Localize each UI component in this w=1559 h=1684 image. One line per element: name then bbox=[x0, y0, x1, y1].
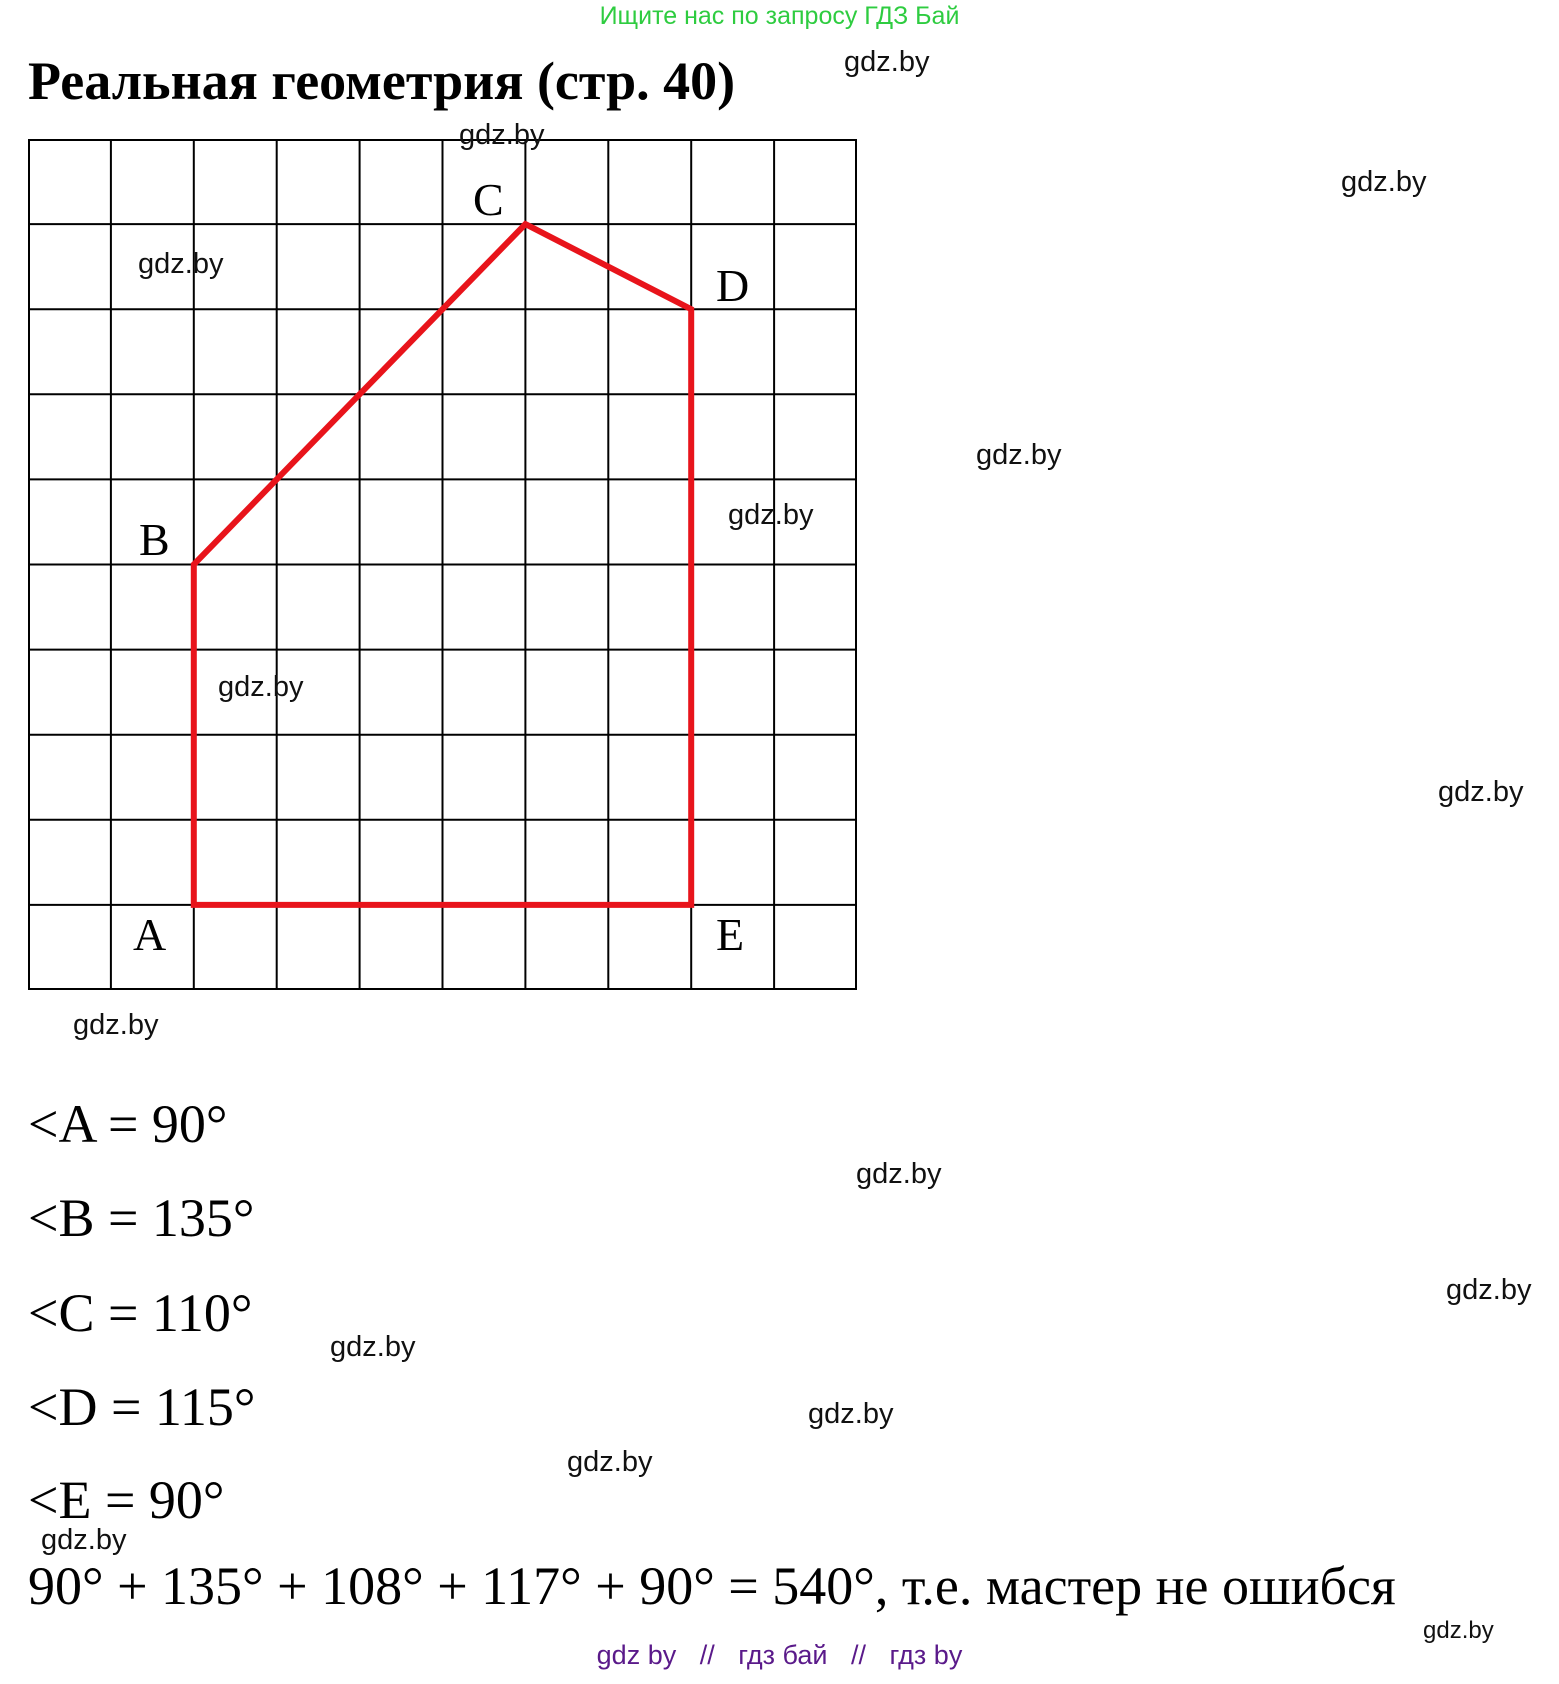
watermark: gdz.by bbox=[844, 46, 930, 78]
watermark: gdz.by bbox=[1446, 1274, 1532, 1306]
watermark: gdz.by bbox=[330, 1331, 416, 1363]
angle-a: <A = 90° bbox=[28, 1094, 228, 1154]
footer-separator: // bbox=[699, 1640, 715, 1670]
watermark: gdz.by bbox=[41, 1524, 127, 1556]
watermark: gdz.by bbox=[808, 1398, 894, 1430]
point-label-d: D bbox=[716, 260, 750, 311]
footer-link-gdz-bai[interactable]: гдз бай bbox=[738, 1640, 828, 1670]
watermark: gdz.by bbox=[1438, 776, 1524, 808]
watermark: gdz.by bbox=[976, 439, 1062, 471]
footer-link-gdz-by[interactable]: gdz by bbox=[596, 1640, 677, 1670]
watermark: gdz.by bbox=[1423, 1617, 1494, 1644]
sum-line: 90° + 135° + 108° + 117° + 90° = 540°, т.е. мастер не ошибся bbox=[28, 1556, 1396, 1616]
watermark: gdz.by bbox=[73, 1009, 159, 1041]
watermark: gdz.by bbox=[459, 119, 545, 151]
point-label-a: A bbox=[133, 909, 167, 960]
watermark: gdz.by bbox=[567, 1446, 653, 1478]
page-title: Реальная геометрия (стр. 40) bbox=[28, 51, 736, 111]
top-banner[interactable]: Ищите нас по запросу ГДЗ Бай bbox=[599, 2, 960, 30]
watermark: gdz.by bbox=[218, 671, 304, 703]
angle-d: <D = 115° bbox=[28, 1377, 256, 1437]
point-label-e: E bbox=[716, 909, 745, 960]
watermark: gdz.by bbox=[1341, 166, 1427, 198]
point-label-b: B bbox=[139, 514, 170, 565]
footer-links bbox=[0, 1640, 1559, 1671]
watermark: gdz.by bbox=[138, 248, 224, 280]
footer-link-gdz-by-cyr[interactable]: гдз by bbox=[889, 1640, 963, 1670]
angle-e: <E = 90° bbox=[28, 1470, 225, 1530]
angle-c: <C = 110° bbox=[28, 1283, 253, 1343]
angle-b: <B = 135° bbox=[28, 1188, 255, 1248]
watermark: gdz.by bbox=[728, 499, 814, 531]
watermark: gdz.by bbox=[856, 1158, 942, 1190]
point-label-c: C bbox=[473, 174, 504, 225]
footer-separator: // bbox=[851, 1640, 867, 1670]
